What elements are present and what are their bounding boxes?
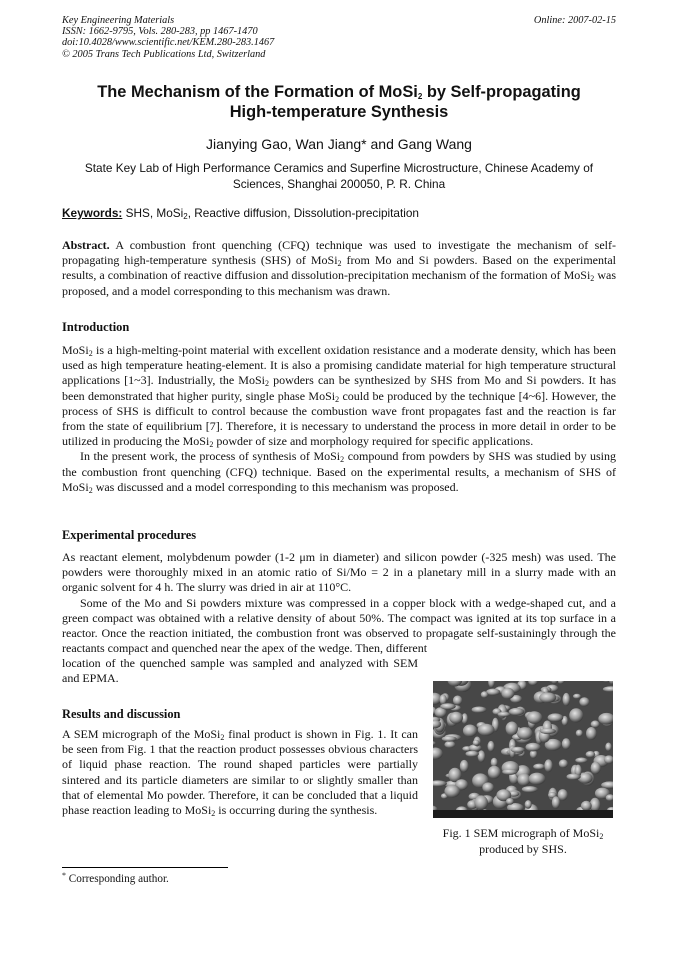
- title-subscript: 2: [417, 92, 423, 101]
- particle: [453, 696, 462, 706]
- particle: [501, 688, 514, 699]
- particle: [444, 785, 460, 798]
- subscript: 2: [337, 259, 342, 269]
- subscript: 2: [88, 485, 93, 495]
- particle: [539, 692, 556, 702]
- particle: [591, 762, 601, 774]
- subscript: 2: [88, 349, 93, 358]
- journal-doi: doi:10.4028/www.scientific.net/KEM.280-283.1467: [62, 37, 275, 49]
- experimental-paragraph-2-continued: location of the quenched sample was sampled and analyzed with SEM and EPMA.: [62, 656, 418, 686]
- particle: [473, 740, 480, 746]
- particle: [488, 766, 501, 779]
- keywords: [62, 206, 616, 220]
- introduction-paragraph-2: [62, 449, 616, 495]
- abstract-text-3: was proposed, and a model corresponding to this mechanism was drawn.: [62, 268, 616, 298]
- particle: [569, 708, 583, 722]
- text-run: compound from powders by SHS was studied by using the combustion front quenching (CFQ) technique. Based on the experimental results, a mechanism of SHS of MoSi: [62, 449, 616, 494]
- particle: [559, 759, 568, 768]
- introduction-paragraph-1: [62, 343, 616, 449]
- particle: [442, 736, 457, 742]
- abstract-text-1: A combustion front quenching (CFQ) technique was used to investigate the mechanism of self-propagating high-temperature synthesis (SHS) of MoSi: [62, 238, 616, 268]
- particle: [522, 786, 538, 792]
- particle: [591, 721, 600, 728]
- keywords-post: , Reactive diffusion, Dissolution-precipitation: [187, 206, 419, 220]
- sem-scale-bar: [433, 810, 613, 818]
- experimental-paragraph-1: As reactant element, molybdenum powder (1-2 μm in diameter) and silicon powder (-325 mesh) was used. The powders were thoroughly mixed in an atomic ratio of Si/Mo = 2 in a planetary mill in a slurry made with an organic solvent for 4 h. The slurry was dried in air at 110°C.: [62, 550, 616, 595]
- particle: [529, 773, 546, 785]
- footnote-mark: *: [62, 871, 66, 880]
- results-paragraph-1: [62, 727, 418, 818]
- keywords-label: Keywords:: [62, 206, 123, 220]
- subscript: 2: [335, 394, 340, 404]
- abstract: [62, 238, 616, 299]
- particle: [460, 760, 469, 772]
- subscript: 2: [264, 379, 269, 389]
- text-run: is a high-melting-point material with excellent oxidation resistance and a moderate density, which has been used as high temperature heating-element. It is also a promising candidate material for high temperature structural applications [1~3]. Industrially, the MoSi: [62, 343, 616, 388]
- text-run: is occurring during the synthesis.: [215, 803, 378, 818]
- particle: [586, 751, 596, 758]
- particle: [486, 689, 500, 696]
- subscript: 2: [220, 733, 225, 742]
- keywords-pre: SHS, MoSi: [122, 206, 184, 220]
- authors: Jianying Gao, Wan Jiang* and Gang Wang: [206, 136, 472, 152]
- particle: [563, 693, 571, 706]
- sem-micrograph-image: [433, 681, 613, 818]
- sem-micrograph-texture: [433, 681, 613, 818]
- text-run: could be produced by the technique [4~6]. However, the process of SHS is difficult to control because the combustion wave front propagates fast and the reaction is far from the state of equilibrium [7]. Therefore, it is necessary to understand the process in more detail in order to be utilized in producing the MoSi: [62, 388, 617, 449]
- keywords-subscript: 2: [183, 212, 188, 221]
- particle: [511, 747, 525, 753]
- particle: [478, 750, 486, 762]
- subscript: 2: [209, 440, 214, 450]
- caption-line2: produced by SHS.: [479, 841, 567, 856]
- particle: [562, 738, 571, 749]
- affiliation-line2: Sciences, Shanghai 200050, P. R. China: [232, 177, 446, 191]
- footnote-text: Corresponding author.: [66, 873, 169, 885]
- particle: [576, 730, 583, 737]
- particle: [573, 694, 581, 699]
- particle: [506, 798, 514, 805]
- particle: [488, 741, 495, 752]
- text-run: A SEM micrograph of the MoSi: [62, 727, 221, 741]
- affiliation-line1: State Key Lab of High Performance Ceramics and Superfine Microstructure, Chinese Academy of: [84, 161, 594, 175]
- particle: [526, 743, 541, 752]
- experimental-paragraph-2: Some of the Mo and Si powders mixture was compressed in a copper block with a wedge-shaped cut, and a green compact was obtained with a relative density of about 50%. The compact was ignited at its top surface in a reactor. Once the reaction initiated, the combustion front was observed to propagate self-sustainingly through the reactants compact and quenched near the apex of the wedge. Then, different: [62, 595, 616, 656]
- subscript: 2: [340, 455, 345, 465]
- particle: [548, 713, 564, 721]
- particle: [579, 697, 589, 706]
- abstract-text-2: from Mo and Si powders. Based on the experimental results, a combination of reactive diffusion and dissolution-precipitation mechanism of the formation of MoSi: [62, 253, 616, 283]
- text-run: In the present work, the process of synthesis of MoSi: [80, 449, 341, 464]
- particle: [527, 711, 543, 724]
- particle: [575, 758, 587, 764]
- particle: [567, 774, 581, 780]
- text-run: MoSi: [62, 343, 89, 357]
- heading-results: Results and discussion: [62, 707, 181, 721]
- journal-name: Key Engineering Materials: [62, 15, 175, 26]
- footnote: [62, 873, 169, 885]
- particle: [517, 727, 533, 740]
- particle: [463, 725, 477, 737]
- title-line1-post: by Self-propagating: [422, 83, 581, 101]
- journal-copyright: © 2005 Trans Tech Publications Ltd, Switzerland: [62, 48, 266, 60]
- text-run: powders can be synthesized by SHS from Mo and Si powders. It has been demonstrated that higher purity, single phase MoSi: [62, 373, 616, 403]
- title-line2: High-temperature Synthesis: [229, 103, 449, 121]
- subscript: 2: [211, 809, 216, 819]
- heading-experimental: Experimental procedures: [62, 528, 197, 542]
- particle: [544, 759, 552, 772]
- particle: [440, 703, 456, 709]
- particle: [605, 743, 611, 752]
- particle: [449, 712, 463, 724]
- paper-title: [62, 82, 616, 122]
- abstract-label: Abstract.: [62, 238, 110, 252]
- experimental-section: [62, 550, 616, 656]
- particle: [481, 691, 488, 698]
- particle: [444, 741, 455, 748]
- particle: [472, 707, 487, 713]
- title-line1-pre: The Mechanism of the Formation of MoSi: [97, 83, 418, 101]
- heading-introduction: Introduction: [62, 320, 130, 334]
- footnote-rule: [62, 867, 228, 868]
- particle: [498, 712, 511, 717]
- subscript: 2: [590, 274, 595, 284]
- affiliation: [62, 160, 616, 192]
- particle: [525, 800, 532, 809]
- particle: [474, 795, 488, 810]
- text-run: powder of size and morphology required for specific applications.: [213, 434, 534, 449]
- particle: [478, 724, 495, 736]
- figure-caption: [428, 826, 618, 857]
- journal-header: [62, 15, 616, 60]
- caption-subscript: 2: [599, 832, 604, 841]
- introduction-section: [62, 343, 616, 495]
- particle: [509, 708, 524, 716]
- journal-issn: ISSN: 1662-9795, Vols. 280-283, pp 1467-1470: [62, 26, 258, 38]
- particle: [540, 728, 556, 734]
- caption-line1: Fig. 1 SEM micrograph of MoSi: [442, 826, 600, 840]
- particle: [502, 769, 517, 775]
- particle: [533, 764, 545, 770]
- text-run: was discussed and a model corresponding to this mechanism was proposed.: [92, 479, 459, 494]
- particle: [482, 782, 494, 792]
- particle: [586, 727, 597, 740]
- text-run: final product is shown in Fig. 1. It can be seen from Fig. 1 that the reaction product possesses obvious characters of liquid phase reaction. The round shaped particles were partially sintered and its particle diameters are similar to or slightly smaller than that of elemental Mo powder. Therefore, it can be concluded that a liquid phase reaction leading to MoSi: [62, 727, 419, 818]
- particle: [506, 722, 518, 736]
- particle: [517, 773, 530, 786]
- particle: [552, 796, 560, 809]
- particle: [466, 751, 479, 757]
- online-date: Online: 2007-02-15: [533, 15, 616, 26]
